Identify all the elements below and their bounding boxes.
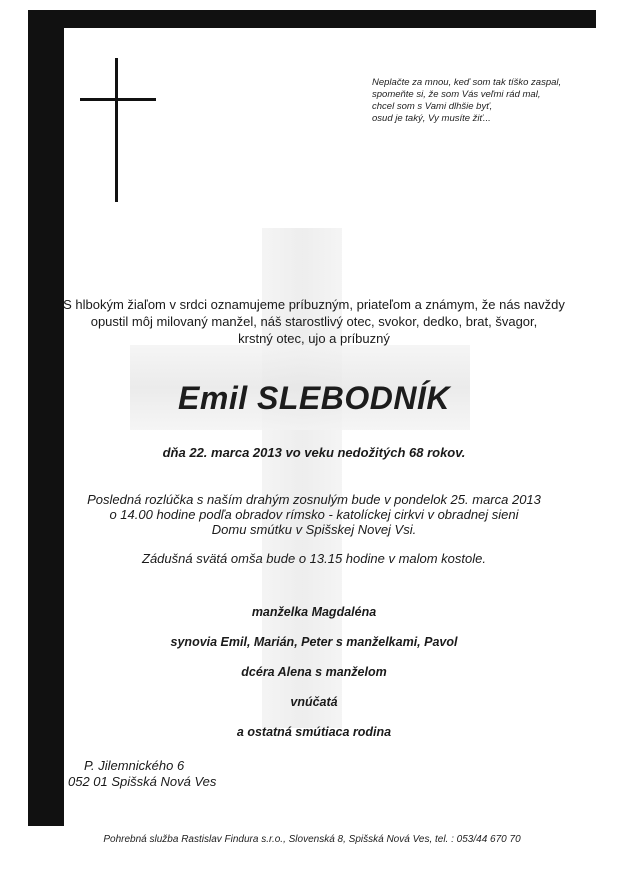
address-line: P. Jilemnického 6: [84, 758, 185, 773]
cross-icon-bar: [80, 98, 156, 101]
farewell-line: o 14.00 hodine podľa obradov rímsko - katolíckej cirkvi v obradnej sieni: [109, 507, 519, 522]
family-member: dcéra Alena s manželom: [241, 665, 387, 679]
intro-line: krstný otec, ujo a príbuzný: [238, 331, 390, 346]
poem-line: chcel som s Vami dlhšie byť,: [372, 101, 493, 112]
family-member: manželka Magdaléna: [251, 605, 377, 619]
poem-line: spomeňte si, že som Vás veľmi rád mal,: [372, 89, 541, 100]
cross-icon: [115, 58, 118, 202]
poem-line: Neplačte za mnou, keď som tak tíško zaspal,: [372, 77, 562, 88]
poem: [372, 77, 582, 125]
death-date: dňa 22. marca 2013 vo veku nedožitých 68 rokov.: [162, 445, 466, 460]
intro-text: [40, 296, 588, 347]
family-member: synovia Emil, Marián, Peter s manželkami, Pavol: [170, 635, 458, 649]
deceased-name: Emil SLEBODNÍK: [178, 380, 450, 416]
family-member: vnúčatá: [290, 695, 338, 709]
address-line: 052 01 Spišská Nová Ves: [68, 774, 217, 789]
farewell-line: Domu smútku v Spišskej Novej Vsi.: [211, 522, 417, 537]
farewell-info: [40, 492, 588, 537]
family-address: [68, 758, 216, 790]
funeral-service-footer: Pohrebná služba Rastislav Findura s.r.o., Slovenská 8, Spišská Nová Ves, tel. : 053/44 670 70: [103, 834, 521, 845]
farewell-line: Posledná rozlúčka s naším drahým zosnulým bude v pondelok 25. marca 2013: [87, 492, 541, 507]
poem-line: osud je taký, Vy musíte žiť...: [372, 113, 491, 124]
intro-line: opustil môj milovaný manžel, náš starostlivý otec, svokor, dedko, brat, švagor,: [90, 314, 538, 329]
intro-line: S hlbokým žiaľom v srdci oznamujeme príbuzným, priateľom a známym, že nás navždy: [63, 297, 565, 312]
family-member: a ostatná smútiaca rodina: [236, 725, 392, 739]
mass-info: Zádušná svätá omša bude o 13.15 hodine v malom kostole.: [142, 551, 486, 566]
